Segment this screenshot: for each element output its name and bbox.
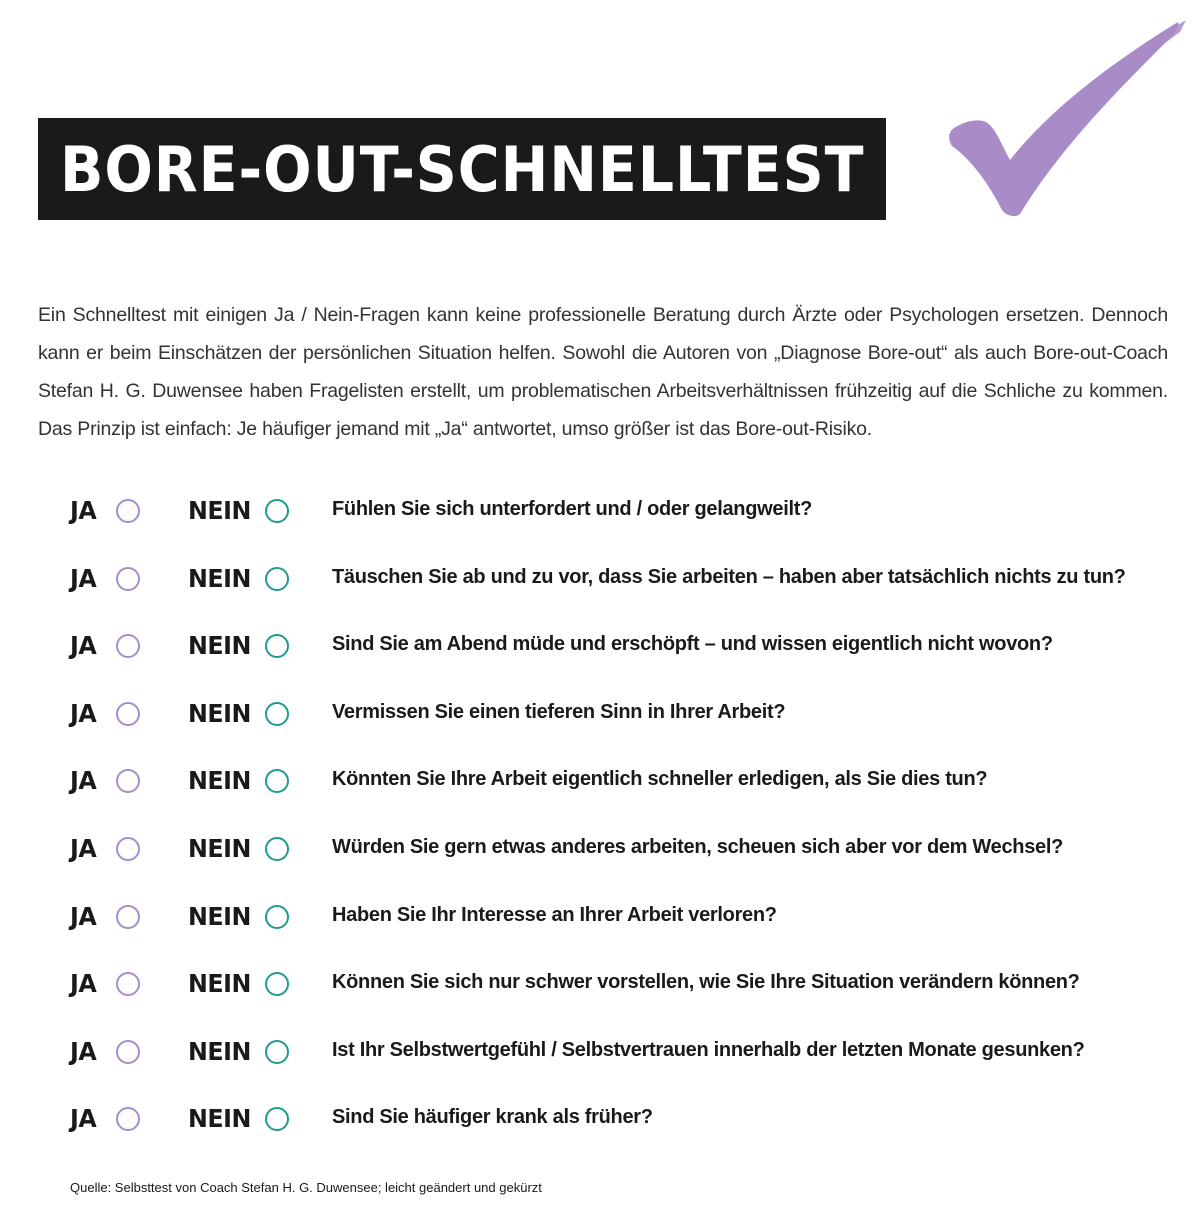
yes-label: JA bbox=[70, 563, 97, 593]
yes-radio[interactable] bbox=[116, 1107, 140, 1131]
no-radio[interactable] bbox=[265, 972, 289, 996]
yes-radio[interactable] bbox=[116, 499, 140, 523]
yes-radio[interactable] bbox=[116, 702, 140, 726]
no-radio[interactable] bbox=[265, 1107, 289, 1131]
question-row bbox=[0, 1088, 1200, 1156]
no-label: NEIN bbox=[188, 496, 251, 525]
no-label: NEIN bbox=[188, 901, 251, 931]
question-row bbox=[0, 818, 1200, 886]
no-label: NEIN bbox=[188, 698, 251, 728]
no-radio[interactable] bbox=[265, 634, 289, 658]
question-text: Sind Sie häufiger krank als früher? bbox=[332, 1106, 653, 1129]
question-row bbox=[0, 615, 1200, 683]
question-row bbox=[0, 548, 1200, 616]
no-radio[interactable] bbox=[265, 769, 289, 793]
yes-label: JA bbox=[70, 1036, 97, 1066]
page-title: BORE-OUT-SCHNELLTEST bbox=[59, 132, 865, 206]
question-row bbox=[0, 886, 1200, 954]
question-row bbox=[0, 750, 1200, 818]
question-text: Könnten Sie Ihre Arbeit eigentlich schneller erledigen, als Sie dies tun? bbox=[332, 768, 988, 791]
yes-radio[interactable] bbox=[116, 634, 140, 658]
question-text: Vermissen Sie einen tieferen Sinn in Ihrer Arbeit? bbox=[332, 700, 786, 723]
no-label: NEIN bbox=[188, 834, 251, 863]
intro-paragraph: Ein Schnelltest mit einigen Ja / Nein-Fragen kann keine professionelle Beratung durch Ärzte oder Psychologen ersetzen. Dennoch kann er beim Einschätzen der persönlichen Situation helfen. Sowohl die Autoren von „Diagnose Bore-out“ als auch Bore-out-Coach Stefan H. G. Duwensee haben Fragelisten erstellt, um problematischen Arbeitsverhältnissen frühzeitig auf die Schliche zu kommen. Das Prinzip ist einfach: Je häufiger jemand mit „Ja“ antwortet, umso größer ist das Bore-out-Risiko. bbox=[38, 304, 1168, 440]
no-label: NEIN bbox=[188, 631, 251, 661]
yes-radio[interactable] bbox=[116, 972, 140, 996]
yes-radio[interactable] bbox=[116, 567, 140, 591]
question-text: Täuschen Sie ab und zu vor, dass Sie arbeiten – haben aber tatsächlich nichts zu tun? bbox=[332, 565, 1126, 588]
yes-label: JA bbox=[70, 631, 97, 661]
yes-label: JA bbox=[70, 698, 97, 728]
question-row bbox=[0, 683, 1200, 751]
question-text: Können Sie sich nur schwer vorstellen, wie Sie Ihre Situation verändern können? bbox=[332, 971, 1080, 994]
yes-label: JA bbox=[70, 969, 97, 999]
checkmark-icon bbox=[940, 18, 1190, 218]
question-text: Fühlen Sie sich unterfordert und / oder gelangweilt? bbox=[332, 498, 812, 520]
yes-radio[interactable] bbox=[116, 905, 140, 929]
yes-label: JA bbox=[70, 834, 97, 863]
yes-radio[interactable] bbox=[116, 837, 140, 861]
title-banner bbox=[38, 118, 886, 220]
no-label: NEIN bbox=[188, 563, 251, 593]
yes-radio[interactable] bbox=[116, 769, 140, 793]
yes-radio[interactable] bbox=[116, 1040, 140, 1064]
no-radio[interactable] bbox=[265, 567, 289, 591]
no-label: NEIN bbox=[188, 969, 251, 999]
question-text: Sind Sie am Abend müde und erschöpft – und wissen eigentlich nicht wovon? bbox=[332, 633, 1053, 656]
question-text: Haben Sie Ihr Interesse an Ihrer Arbeit verloren? bbox=[332, 903, 777, 926]
yes-label: JA bbox=[70, 766, 97, 796]
question-text: Würden Sie gern etwas anderes arbeiten, scheuen sich aber vor dem Wechsel? bbox=[332, 836, 1064, 858]
no-label: NEIN bbox=[188, 1104, 251, 1134]
question-text: Ist Ihr Selbstwertgefühl / Selbstvertrauen innerhalb der letzten Monate gesunken? bbox=[332, 1038, 1085, 1061]
question-row bbox=[0, 1021, 1200, 1089]
source-note: Quelle: Selbsttest von Coach Stefan H. G. Duwensee; leicht geändert und gekürzt bbox=[70, 1180, 542, 1195]
question-row bbox=[0, 480, 1200, 548]
no-label: NEIN bbox=[188, 1036, 251, 1066]
no-label: NEIN bbox=[188, 766, 251, 796]
no-radio[interactable] bbox=[265, 837, 289, 861]
no-radio[interactable] bbox=[265, 499, 289, 523]
no-radio[interactable] bbox=[265, 1040, 289, 1064]
no-radio[interactable] bbox=[265, 702, 289, 726]
yes-label: JA bbox=[70, 496, 97, 525]
yes-label: JA bbox=[70, 901, 97, 931]
question-row bbox=[0, 953, 1200, 1021]
no-radio[interactable] bbox=[265, 905, 289, 929]
yes-label: JA bbox=[70, 1104, 97, 1134]
